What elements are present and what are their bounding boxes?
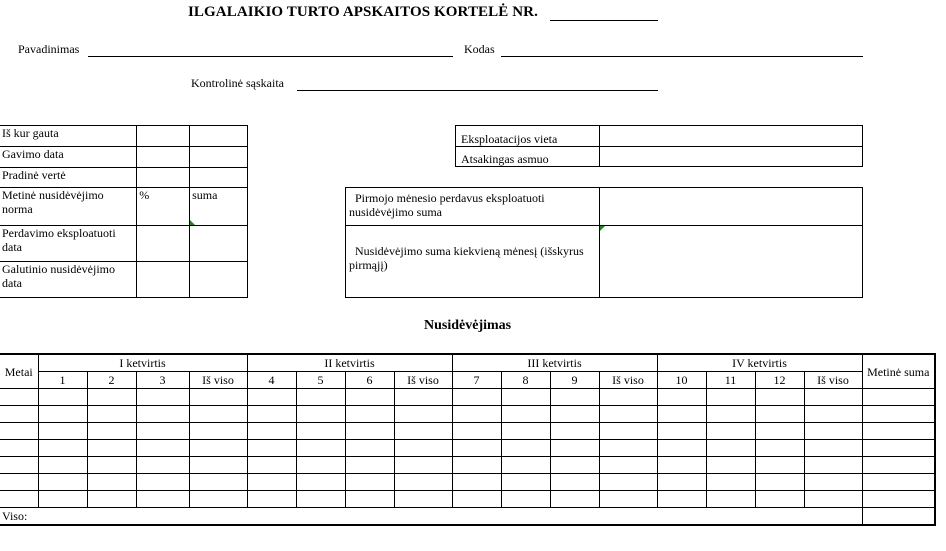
month-cell[interactable] (755, 389, 804, 406)
year-cell[interactable] (0, 406, 38, 423)
month-cell[interactable] (755, 440, 804, 457)
month-cell[interactable] (189, 491, 247, 508)
year-cell[interactable] (0, 457, 38, 474)
quarter-header: II ketvirtis (247, 354, 452, 372)
month-cell[interactable] (804, 389, 862, 406)
table-row (0, 474, 935, 491)
month-cell[interactable] (247, 491, 296, 508)
annual-sum-cell[interactable] (862, 474, 935, 491)
year-cell[interactable] (0, 440, 38, 457)
table-row (0, 389, 935, 406)
card-number-field[interactable] (550, 20, 658, 21)
month-header: 6 (345, 372, 394, 389)
month-cell[interactable] (550, 406, 599, 423)
quarter-total-header: Iš viso (599, 372, 657, 389)
month-cell[interactable] (247, 457, 296, 474)
month-cell[interactable] (657, 406, 706, 423)
month-cell[interactable] (804, 491, 862, 508)
year-cell[interactable] (0, 389, 38, 406)
month-header: 5 (296, 372, 345, 389)
month-cell[interactable] (804, 457, 862, 474)
depreciation-grid-body (0, 389, 935, 508)
month-cell[interactable] (706, 457, 755, 474)
month-cell[interactable] (755, 423, 804, 440)
month-cell[interactable] (706, 440, 755, 457)
month-cell[interactable] (599, 423, 657, 440)
month-cell[interactable] (189, 389, 247, 406)
annual-sum-cell[interactable] (862, 491, 935, 508)
table-row (456, 147, 863, 167)
month-cell[interactable] (706, 389, 755, 406)
month-cell[interactable] (755, 406, 804, 423)
month-cell[interactable] (550, 389, 599, 406)
table-row (0, 226, 248, 262)
depreciation-rate-percent[interactable]: % (137, 188, 190, 226)
month-cell[interactable] (804, 440, 862, 457)
month-header: 12 (755, 372, 804, 389)
month-cell[interactable] (394, 406, 452, 423)
source-cell[interactable] (137, 126, 190, 147)
month-cell[interactable] (501, 406, 550, 423)
month-cell[interactable] (247, 406, 296, 423)
month-cell[interactable] (87, 457, 136, 474)
month-cell[interactable] (189, 423, 247, 440)
month-cell[interactable] (38, 440, 87, 457)
month-header: 8 (501, 372, 550, 389)
month-cell[interactable] (394, 457, 452, 474)
annual-sum-cell[interactable] (862, 406, 935, 423)
month-header: 11 (706, 372, 755, 389)
commission-date-cell-2[interactable] (190, 226, 248, 262)
operation-place-cell[interactable] (599, 126, 862, 147)
total-row-label: Viso: (0, 508, 862, 526)
month-cell[interactable] (599, 406, 657, 423)
month-cell[interactable] (452, 491, 501, 508)
year-cell[interactable] (0, 474, 38, 491)
month-cell[interactable] (87, 440, 136, 457)
year-cell[interactable] (0, 423, 38, 440)
received-date-cell[interactable] (137, 147, 190, 168)
month-cell[interactable] (38, 406, 87, 423)
month-cell[interactable] (189, 440, 247, 457)
table-row (0, 147, 248, 168)
month-cell[interactable] (501, 457, 550, 474)
table-row (346, 188, 863, 226)
asset-info-table (0, 125, 248, 298)
month-header: 4 (247, 372, 296, 389)
month-header: 10 (657, 372, 706, 389)
year-header: Metai (0, 354, 38, 389)
quarter-header: IV ketvirtis (657, 354, 862, 372)
month-cell[interactable] (706, 406, 755, 423)
code-label: Kodas (464, 42, 495, 56)
month-header: 2 (87, 372, 136, 389)
month-cell[interactable] (189, 474, 247, 491)
location-table (455, 125, 863, 167)
month-cell[interactable] (296, 406, 345, 423)
table-row (0, 440, 935, 457)
table-row (0, 188, 248, 226)
name-label: Pavadinimas (18, 42, 80, 56)
final-depreciation-date-cell[interactable] (137, 262, 190, 298)
source-label: Iš kur gauta (0, 126, 137, 147)
month-cell[interactable] (550, 474, 599, 491)
initial-value-cell-2[interactable] (190, 168, 248, 188)
month-header: 3 (136, 372, 189, 389)
month-header: 9 (550, 372, 599, 389)
month-cell[interactable] (394, 423, 452, 440)
month-cell[interactable] (706, 423, 755, 440)
month-cell[interactable] (247, 474, 296, 491)
month-cell[interactable] (657, 474, 706, 491)
month-cell[interactable] (87, 491, 136, 508)
first-month-depreciation-label: Pirmojo mėnesio perdavus eksploatuoti nusidėvėjimo suma (346, 188, 600, 226)
month-cell[interactable] (394, 474, 452, 491)
source-cell-2[interactable] (190, 126, 248, 147)
total-row (0, 508, 935, 526)
month-cell[interactable] (345, 474, 394, 491)
month-cell[interactable] (296, 389, 345, 406)
month-cell[interactable] (87, 474, 136, 491)
month-cell[interactable] (136, 440, 189, 457)
annual-sum-header: Metinė suma (862, 354, 935, 389)
quarter-header: III ketvirtis (452, 354, 657, 372)
month-cell[interactable] (136, 457, 189, 474)
month-cell[interactable] (657, 457, 706, 474)
month-cell[interactable] (804, 423, 862, 440)
month-cell[interactable] (87, 389, 136, 406)
month-cell[interactable] (755, 474, 804, 491)
month-cell[interactable] (345, 457, 394, 474)
table-row (0, 423, 935, 440)
month-cell[interactable] (247, 423, 296, 440)
received-date-label: Gavimo data (0, 147, 137, 168)
month-cell[interactable] (345, 389, 394, 406)
month-cell[interactable] (38, 389, 87, 406)
table-row (0, 457, 935, 474)
month-cell[interactable] (296, 457, 345, 474)
month-cell[interactable] (38, 491, 87, 508)
received-date-cell-2[interactable] (190, 147, 248, 168)
annual-sum-cell[interactable] (862, 389, 935, 406)
month-cell[interactable] (296, 440, 345, 457)
quarter-total-header: Iš viso (189, 372, 247, 389)
responsible-person-label: Atsakingas asmuo (456, 147, 600, 167)
month-cell[interactable] (247, 440, 296, 457)
month-cell[interactable] (136, 406, 189, 423)
month-cell[interactable] (804, 406, 862, 423)
month-cell[interactable] (394, 389, 452, 406)
month-cell[interactable] (452, 406, 501, 423)
month-header: 7 (452, 372, 501, 389)
year-cell[interactable] (0, 491, 38, 508)
month-cell[interactable] (87, 406, 136, 423)
month-cell[interactable] (345, 423, 394, 440)
month-cell[interactable] (501, 491, 550, 508)
month-cell[interactable] (755, 457, 804, 474)
month-cell[interactable] (706, 491, 755, 508)
name-field[interactable] (88, 56, 453, 57)
month-cell[interactable] (599, 457, 657, 474)
month-cell[interactable] (657, 491, 706, 508)
month-cell[interactable] (599, 389, 657, 406)
month-cell[interactable] (755, 491, 804, 508)
monthly-depreciation-table (345, 187, 863, 298)
month-cell[interactable] (501, 389, 550, 406)
annual-sum-cell[interactable] (862, 457, 935, 474)
total-annual-cell[interactable] (862, 508, 935, 526)
month-cell[interactable] (296, 474, 345, 491)
depreciation-grid (0, 353, 936, 526)
card-title: ILGALAIKIO TURTO APSKAITOS KORTELĖ NR. (188, 4, 538, 20)
month-cell[interactable] (452, 474, 501, 491)
responsible-person-cell[interactable] (599, 147, 862, 167)
month-cell[interactable] (452, 440, 501, 457)
month-cell[interactable] (657, 389, 706, 406)
month-cell[interactable] (501, 423, 550, 440)
month-cell[interactable] (296, 491, 345, 508)
month-header: 1 (38, 372, 87, 389)
commission-date-label: Perdavimo eksploatuoti data (0, 226, 137, 262)
month-cell[interactable] (38, 474, 87, 491)
operation-place-label: Eksploatacijos vieta (456, 126, 600, 147)
month-cell[interactable] (452, 457, 501, 474)
quarter-total-header: Iš viso (394, 372, 452, 389)
month-cell[interactable] (394, 491, 452, 508)
final-depreciation-date-label: Galutinio nusidėvėjimo data (0, 262, 137, 298)
month-cell[interactable] (345, 406, 394, 423)
month-cell[interactable] (247, 389, 296, 406)
month-cell[interactable] (550, 423, 599, 440)
month-cell[interactable] (345, 491, 394, 508)
table-row (0, 406, 935, 423)
month-cell[interactable] (452, 423, 501, 440)
table-row (0, 126, 248, 147)
annual-sum-cell[interactable] (862, 423, 935, 440)
table-row (0, 262, 248, 298)
month-cell[interactable] (599, 491, 657, 508)
month-cell[interactable] (657, 423, 706, 440)
monthly-depreciation-label: Nusidėvėjimo suma kiekvieną mėnesį (išskyrus pirmąjį) (346, 226, 600, 298)
initial-value-cell[interactable] (137, 168, 190, 188)
monthly-depreciation-cell[interactable] (599, 226, 862, 298)
code-field[interactable] (501, 56, 863, 57)
table-row (0, 168, 248, 188)
month-cell[interactable] (87, 423, 136, 440)
control-account-label: Kontrolinė sąskaita (191, 76, 284, 90)
month-cell[interactable] (345, 440, 394, 457)
depreciation-title: Nusidėvėjimas (424, 318, 512, 333)
month-cell[interactable] (38, 423, 87, 440)
month-cell[interactable] (136, 423, 189, 440)
quarter-header: I ketvirtis (38, 354, 247, 372)
month-cell[interactable] (599, 474, 657, 491)
month-cell[interactable] (550, 491, 599, 508)
initial-value-label: Pradinė vertė (0, 168, 137, 188)
table-row (0, 491, 935, 508)
month-cell[interactable] (501, 440, 550, 457)
month-cell[interactable] (550, 440, 599, 457)
quarter-total-header: Iš viso (804, 372, 862, 389)
month-cell[interactable] (189, 406, 247, 423)
month-cell[interactable] (189, 457, 247, 474)
month-cell[interactable] (136, 474, 189, 491)
month-cell[interactable] (706, 474, 755, 491)
month-cell[interactable] (599, 440, 657, 457)
month-cell[interactable] (296, 423, 345, 440)
annual-sum-cell[interactable] (862, 440, 935, 457)
depreciation-rate-label: Metinė nusidėvėjimo norma (0, 188, 137, 226)
depreciation-rate-sum[interactable]: suma (190, 188, 248, 226)
month-cell[interactable] (136, 491, 189, 508)
month-cell[interactable] (452, 389, 501, 406)
month-cell[interactable] (501, 474, 550, 491)
commission-date-cell[interactable] (137, 226, 190, 262)
month-cell[interactable] (394, 440, 452, 457)
first-month-depreciation-cell[interactable] (599, 188, 862, 226)
month-cell[interactable] (550, 457, 599, 474)
month-cell[interactable] (804, 474, 862, 491)
table-row (346, 226, 863, 298)
final-depreciation-date-cell-2[interactable] (190, 262, 248, 298)
month-cell[interactable] (38, 457, 87, 474)
month-cell[interactable] (136, 389, 189, 406)
control-account-field[interactable] (297, 90, 658, 91)
month-cell[interactable] (657, 440, 706, 457)
table-row (456, 126, 863, 147)
